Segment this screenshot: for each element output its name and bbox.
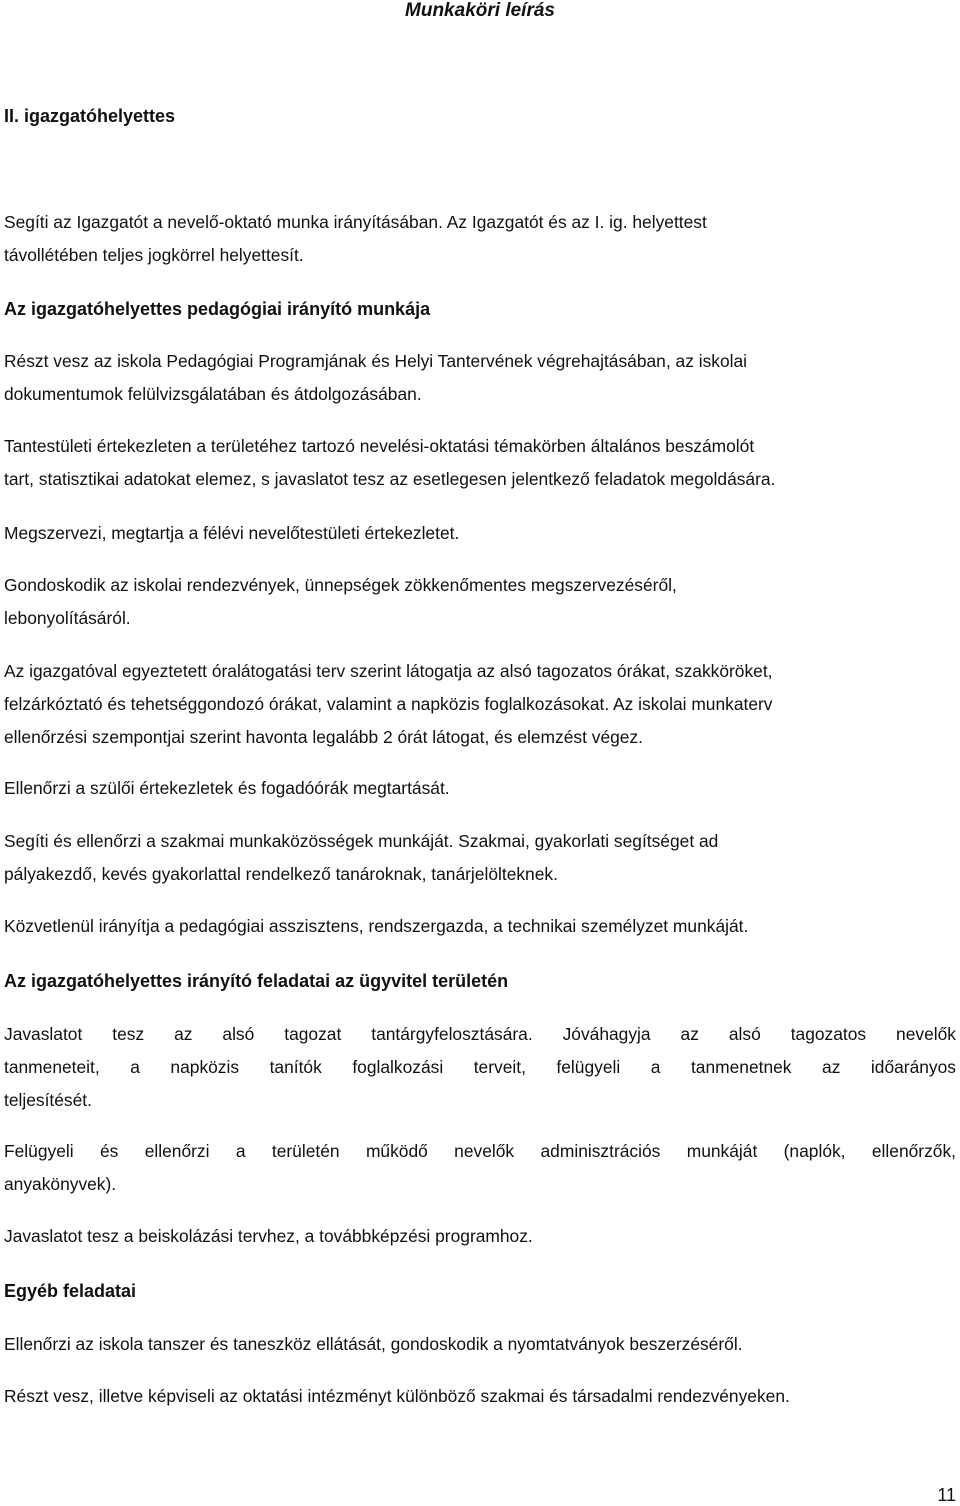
text-line: Közvetlenül irányítja a pedagógiai asszisztens, rendszergazda, a technikai személyzet munkáját. (4, 916, 749, 936)
text-line: távollétében teljes jogkörrel helyettesít. (4, 245, 304, 265)
text-line: Tantestületi értekezleten a területéhez tartozó nevelési-oktatási témakörben általános beszámolót (4, 436, 755, 456)
paragraph-direct-supervision (4, 910, 956, 943)
paragraph-staff-meeting (4, 430, 956, 496)
paragraph-program (4, 345, 956, 411)
text-line: teljesítését. (4, 1090, 92, 1110)
heading-pedagogical: Az igazgatóhelyettes pedagógiai irányító munkája (4, 299, 431, 319)
text-line: Ellenőrzi az iskola tanszer és taneszköz ellátását, gondoskodik a nyomtatványok beszerzéséről. (4, 1334, 743, 1354)
text-line: Részt vesz az iskola Pedagógiai Programjának és Helyi Tantervének végrehajtásában, az iskolai (4, 351, 748, 371)
paragraph-representation (4, 1380, 956, 1413)
text-line: anyakönyvek). (4, 1174, 117, 1194)
heading-admin: Az igazgatóhelyettes irányító feladatai az ügyvitel területén (4, 971, 509, 991)
text-line: ellenőrzési szempontjai szerint havonta legalább 2 órát látogat, és elemzést végez. (4, 727, 643, 747)
paragraph-semester-meeting (4, 517, 956, 550)
text-line: Megszervezi, megtartja a félévi nevelőtestületi értekezletet. (4, 523, 460, 543)
heading-other: Egyéb feladatai (4, 1281, 137, 1301)
paragraph-intro (4, 206, 956, 272)
paragraph-class-visits (4, 655, 956, 754)
text-line: pályakezdő, kevés gyakorlattal rendelkező tanároknak, tanárjelölteknek. (4, 864, 558, 884)
page-header: Munkaköri leírás (405, 0, 555, 21)
paragraph-curriculum (4, 1018, 956, 1117)
paragraph-communities (4, 825, 956, 891)
text-line: Segíti az Igazgatót a nevelő-oktató munka irányításában. Az Igazgatót és az I. ig. helyettest (4, 212, 707, 232)
text-line: Gondoskodik az iskolai rendezvények, ünnepségek zökkenőmentes megszervezéséről, (4, 575, 677, 595)
text-line: Az igazgatóval egyeztetett óralátogatási terv szerint látogatja az alsó tagozatos órákat, szakköröket, (4, 661, 773, 681)
text-line: tart, statisztikai adatokat elemez, s javaslatot tesz az esetlegesen jelentkező feladatok megoldására. (4, 469, 776, 489)
paragraph-training (4, 1220, 956, 1253)
text-line: dokumentumok felülvizsgálatában és átdolgozásában. (4, 384, 422, 404)
section-title: II. igazgatóhelyettes (4, 106, 176, 126)
text-line: Felügyeli és ellenőrzi a területén működő nevelők adminisztrációs munkáját (naplók, ellenőrzők, (4, 1141, 956, 1161)
paragraph-supplies (4, 1328, 956, 1361)
paragraph-parent-meetings (4, 772, 956, 805)
paragraph-administration (4, 1135, 956, 1201)
text-line: Javaslatot tesz az alsó tagozat tantárgyfelosztására. Jóváhagyja az alsó tagozatos nevelők (4, 1024, 956, 1044)
paragraph-events (4, 569, 956, 635)
text-line: tanmeneteit, a napközis tanítók foglalkozási terveit, felügyeli a tanmenetnek az időarányos (4, 1057, 956, 1077)
page-number: 11 (937, 1485, 956, 1505)
text-line: Ellenőrzi a szülői értekezletek és fogadóórák megtartását. (4, 778, 450, 798)
text-line: Javaslatot tesz a beiskolázási tervhez, a továbbképzési programhoz. (4, 1226, 533, 1246)
text-line: Részt vesz, illetve képviseli az oktatási intézményt különböző szakmai és társadalmi rendezvényeken. (4, 1386, 790, 1406)
text-line: Segíti és ellenőrzi a szakmai munkaközösségek munkáját. Szakmai, gyakorlati segítséget ad (4, 831, 719, 851)
text-line: felzárkóztató és tehetséggondozó órákat, valamint a napközis foglalkozásokat. Az iskolai munkaterv (4, 694, 773, 714)
text-line: lebonyolításáról. (4, 608, 131, 628)
